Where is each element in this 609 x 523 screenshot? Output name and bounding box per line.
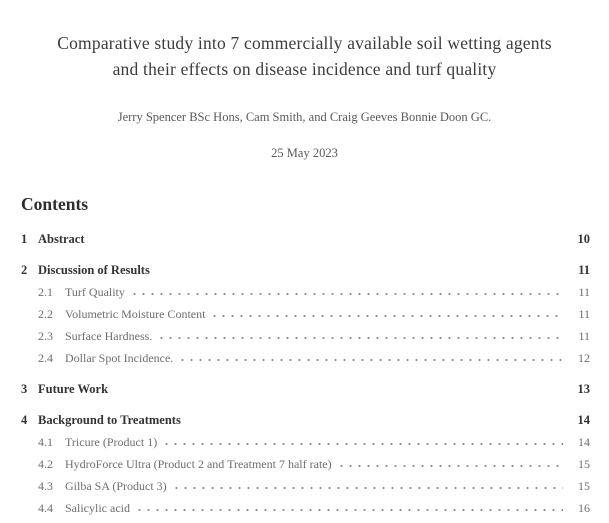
toc-entry-label: Volumetric Moisture Content [65, 307, 206, 321]
toc-entry[interactable] [21, 435, 590, 449]
toc-entry-number: 4.2 [38, 457, 53, 471]
toc-entry-number: 4.1 [38, 435, 53, 449]
toc-entry[interactable] [21, 263, 590, 277]
dot-leader [155, 263, 563, 277]
dot-leader [113, 382, 563, 396]
toc-entry[interactable] [21, 413, 590, 427]
date-line: 25 May 2023 [271, 146, 338, 160]
toc-entry-page: 15 [578, 457, 590, 471]
dot-leader [337, 457, 563, 471]
toc-entry-page: 16 [578, 501, 590, 515]
page-title-line2: and their effects on disease incidence and turf quality [112, 59, 497, 79]
toc-entry[interactable] [21, 329, 590, 343]
document-page [0, 30, 609, 523]
toc-entry[interactable] [21, 285, 590, 299]
dot-leader [135, 501, 563, 515]
toc-entry-label: Dollar Spot Incidence. [65, 351, 174, 365]
contents-heading: Contents [21, 194, 89, 214]
toc-entry-page: 10 [577, 232, 590, 246]
toc-entry-label: Tricure (Product 1) [65, 435, 158, 449]
dot-leader [162, 435, 563, 449]
toc-entry-page: 11 [578, 263, 590, 277]
toc-entry-number: 2 [21, 263, 28, 277]
toc-entry-number: 4.3 [38, 479, 53, 493]
table-of-contents [21, 232, 590, 515]
toc-entry-label: Turf Quality [65, 285, 125, 299]
toc-entry-page: 11 [578, 307, 590, 321]
dot-leader [210, 307, 563, 321]
toc-entry-number: 1 [21, 232, 28, 246]
dot-leader [186, 413, 563, 427]
toc-entry[interactable] [21, 457, 590, 471]
toc-entry-number: 4 [21, 413, 28, 427]
dot-leader [178, 351, 563, 365]
toc-entry-label: Abstract [38, 232, 85, 246]
dot-leader [90, 232, 563, 246]
dot-leader [172, 479, 563, 493]
page-title [0, 30, 609, 82]
toc-entry-number: 2.3 [38, 329, 53, 343]
toc-entry[interactable] [21, 501, 590, 515]
toc-entry-label: Salicylic acid [65, 501, 130, 515]
toc-entry-page: 11 [578, 329, 590, 343]
toc-entry-number: 2.2 [38, 307, 53, 321]
toc-entry-number: 4.4 [38, 501, 53, 515]
toc-entry-page: 11 [578, 285, 590, 299]
toc-entry-label: Discussion of Results [38, 263, 150, 277]
toc-entry[interactable] [21, 479, 590, 493]
toc-entry-label: Future Work [38, 382, 109, 396]
toc-entry-label: Background to Treatments [38, 413, 181, 427]
toc-entry-label: Gilba SA (Product 3) [65, 479, 167, 493]
toc-entry-page: 13 [577, 382, 590, 396]
dot-leader [130, 285, 563, 299]
dot-leader [157, 329, 563, 343]
toc-entry-label: Surface Hardness. [65, 329, 153, 343]
toc-entry-label: HydroForce Ultra (Product 2 and Treatment 7 half rate) [65, 457, 332, 471]
toc-entry-page: 12 [578, 351, 590, 365]
toc-entry[interactable] [21, 351, 590, 365]
authors-line: Jerry Spencer BSc Hons, Cam Smith, and Craig Geeves Bonnie Doon GC. [117, 110, 492, 124]
toc-entry[interactable] [21, 232, 590, 246]
toc-entry-number: 2.1 [38, 285, 53, 299]
toc-entry-page: 14 [578, 435, 590, 449]
toc-entry[interactable] [21, 307, 590, 321]
page-title-line1: Comparative study into 7 commercially available soil wetting agents [57, 33, 552, 53]
toc-entry-page: 15 [578, 479, 590, 493]
toc-entry-number: 2.4 [38, 351, 53, 365]
toc-entry-number: 3 [21, 382, 28, 396]
toc-entry-page: 14 [577, 413, 590, 427]
toc-entry[interactable] [21, 382, 590, 396]
